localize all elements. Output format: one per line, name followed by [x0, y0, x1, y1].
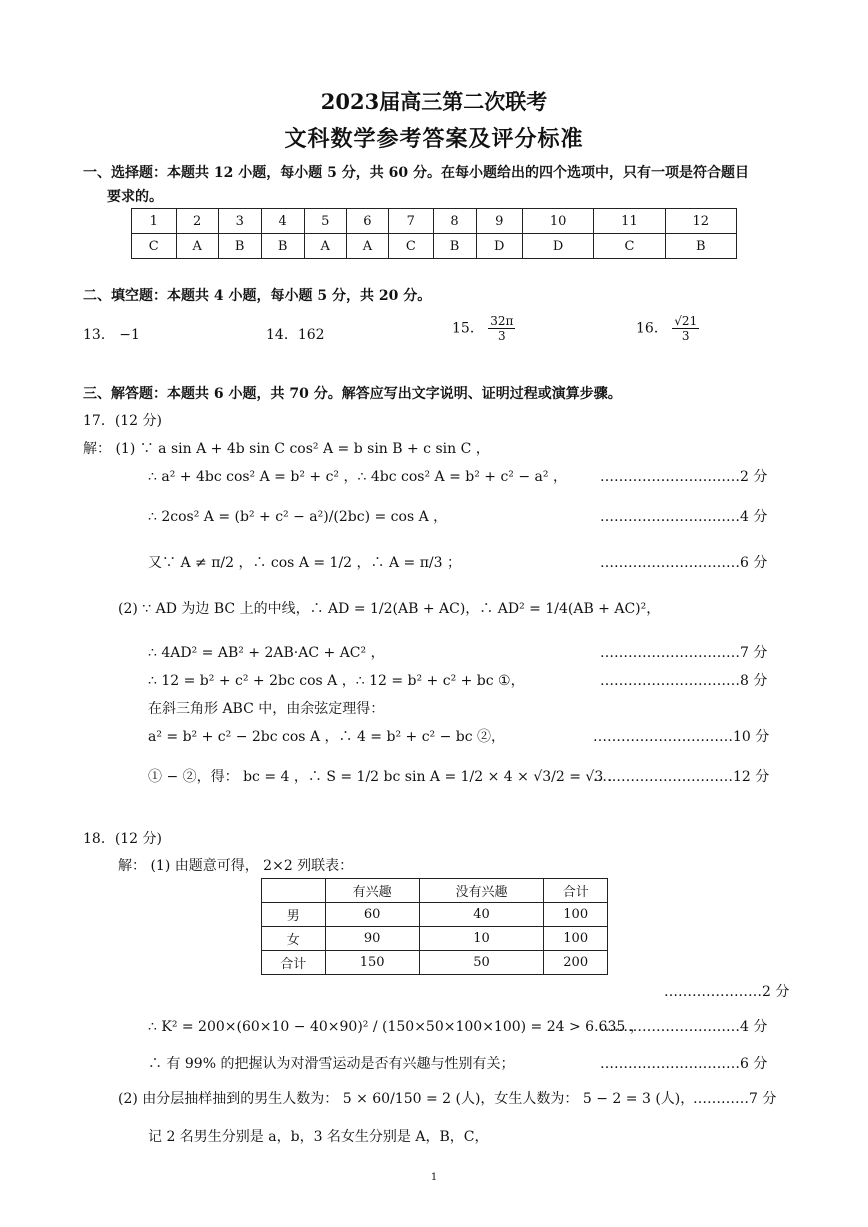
- table-header-cell: 合计: [544, 879, 608, 903]
- answer-number: 5: [304, 209, 346, 234]
- q18-intro: 解： (1) 由题意可得， 2×2 列联表：: [118, 858, 354, 874]
- score-marker: …………………………7 分: [600, 645, 768, 661]
- table-cell: 200: [544, 951, 608, 975]
- q18-line: 记 2 名男生分别是 a，b，3 名女生分别是 A，B，C，: [148, 1129, 489, 1145]
- section-1-heading-cont: 要求的。: [107, 189, 163, 205]
- answer-15-denominator: 3: [498, 329, 506, 343]
- answer-16: [636, 314, 699, 343]
- q18-line: (2) 由分层抽样抽到的男生人数为： 5 × 60/150 = 2 (人)，女生人数为： 5 − 2 = 3 (人)，: [118, 1091, 695, 1107]
- score-marker: …………………………10 分: [593, 729, 770, 745]
- contingency-table: [261, 878, 608, 975]
- section-3-heading: 三、解答题：本题共 6 小题，共 70 分。解答应写出文字说明、证明过程或演算步骤。: [83, 386, 622, 402]
- answer-letter: C: [132, 234, 177, 259]
- score-marker: …………………………4 分: [600, 509, 768, 525]
- answer-letter: B: [665, 234, 736, 259]
- table-row: [262, 903, 608, 927]
- table-cell: 60: [325, 903, 419, 927]
- score-marker: …………………………8 分: [600, 673, 768, 689]
- table-header-cell: 有兴趣: [325, 879, 419, 903]
- page-subtitle: 文科数学参考答案及评分标准: [284, 126, 584, 152]
- answer-number: 6: [346, 209, 388, 234]
- answer-letter: A: [346, 234, 388, 259]
- q17-line: ∴ 12 = b² + c² + 2bc cos A ，∴ 12 = b² + c² + bc ①，: [148, 673, 525, 689]
- score-marker: …………………………6 分: [600, 555, 768, 571]
- q17-line: 在斜三角形 ABC 中，由余弦定理得：: [148, 701, 385, 717]
- table-cell: 100: [544, 927, 608, 951]
- answer-15-label: 15．: [452, 320, 484, 337]
- q18-header: 18．(12 分): [83, 831, 163, 847]
- section-2-heading: 二、填空题：本题共 4 小题，每小题 5 分，共 20 分。: [83, 288, 432, 304]
- answer-number: 1: [132, 209, 177, 234]
- q17-line: ① − ②，得： bc = 4 ，∴ S = 1/2 bc sin A = 1/2 × 4 × √3/2 = √3 .: [148, 769, 613, 785]
- answer-letter: D: [476, 234, 522, 259]
- table-cell: 10: [419, 927, 544, 951]
- q17-line: ∴ 4AD² = AB² + 2AB·AC + AC² ，: [148, 645, 385, 661]
- table-cell: 合计: [262, 951, 326, 975]
- answer-table-numbers-row: [132, 209, 737, 234]
- answer-table: [131, 208, 737, 259]
- table-cell: 男: [262, 903, 326, 927]
- q17-line: (2) ∵ AD 为边 BC 上的中线，∴ AD = 1/2(AB + AC)，∴ AD² = 1/4(AB + AC)²，: [118, 601, 661, 617]
- answer-letter: C: [389, 234, 434, 259]
- answer-number: 10: [522, 209, 593, 234]
- answer-number: 3: [218, 209, 261, 234]
- answer-number: 9: [476, 209, 522, 234]
- answer-number: 11: [594, 209, 665, 234]
- q17-line: 又∵ A ≠ π/2 ，∴ cos A = 1/2 ，∴ A = π/3 ；: [148, 555, 462, 571]
- score-marker: …………7 分: [693, 1091, 777, 1107]
- table-cell: 100: [544, 903, 608, 927]
- q17-line: a² = b² + c² − 2bc cos A ，∴ 4 = b² + c² − bc ②，: [148, 729, 506, 745]
- answer-letter: C: [594, 234, 665, 259]
- answer-16-denominator: 3: [681, 329, 690, 343]
- table-cell: 女: [262, 927, 326, 951]
- table-cell: 90: [325, 927, 419, 951]
- table-row: [262, 951, 608, 975]
- answer-16-fraction: [672, 314, 699, 343]
- section-1-heading: 一、选择题：本题共 12 小题，每小题 5 分，共 60 分。在每小题给出的四个选项中，只有一项是符合题目: [83, 165, 749, 181]
- answer-16-label: 16．: [636, 320, 668, 337]
- q18-line: ∴ 有 99% 的把握认为对滑雪运动是否有兴趣与性别有关；: [148, 1056, 515, 1072]
- score-marker: …………………………4 分: [600, 1019, 768, 1035]
- answer-15-fraction: [488, 314, 515, 343]
- answer-table-answers-row: [132, 234, 737, 259]
- answer-number: 4: [261, 209, 304, 234]
- page-title: 2023届高三第二次联考: [320, 89, 548, 114]
- score-marker: …………………………2 分: [600, 469, 768, 485]
- answer-number: 8: [433, 209, 476, 234]
- q17-line: ∴ a² + 4bc cos² A = b² + c² ，∴ 4bc cos² A = b² + c² − a² ，: [148, 469, 567, 485]
- page-number: 1: [430, 1172, 438, 1183]
- contingency-header-row: [262, 879, 608, 903]
- q18-line: ∴ K² = 200×(60×10 − 40×90)² / (150×50×100×100) = 24 > 6.635 ，: [148, 1019, 644, 1035]
- table-row: [262, 927, 608, 951]
- table-cell: 50: [419, 951, 544, 975]
- score-marker: …………………2 分: [664, 984, 790, 1000]
- table-cell: 150: [325, 951, 419, 975]
- answer-number: 2: [176, 209, 218, 234]
- answer-letter: B: [261, 234, 304, 259]
- score-marker: …………………………6 分: [600, 1056, 768, 1072]
- answer-letter: B: [433, 234, 476, 259]
- table-header-cell: [262, 879, 326, 903]
- answer-letter: B: [218, 234, 261, 259]
- answer-letter: D: [522, 234, 593, 259]
- score-marker: …………………………12 分: [593, 769, 770, 785]
- table-header-cell: 没有兴趣: [419, 879, 544, 903]
- q17-header: 17．(12 分): [83, 413, 163, 429]
- answer-letter: A: [304, 234, 346, 259]
- answer-15: [452, 314, 515, 343]
- answer-letter: A: [176, 234, 218, 259]
- answer-number: 7: [389, 209, 434, 234]
- answer-16-numerator: √21: [674, 314, 698, 328]
- q17-line: 解： (1) ∵ a sin A + 4b sin C cos² A = b sin B + c sin C ，: [83, 441, 490, 457]
- answer-13: 13． −1: [83, 327, 140, 343]
- table-cell: 40: [419, 903, 544, 927]
- q17-line: ∴ 2cos² A = (b² + c² − a²)/(2bc) = cos A ，: [148, 509, 448, 525]
- answer-14: 14．162: [266, 327, 325, 343]
- answer-number: 12: [665, 209, 736, 234]
- answer-15-numerator: 32π: [490, 314, 514, 328]
